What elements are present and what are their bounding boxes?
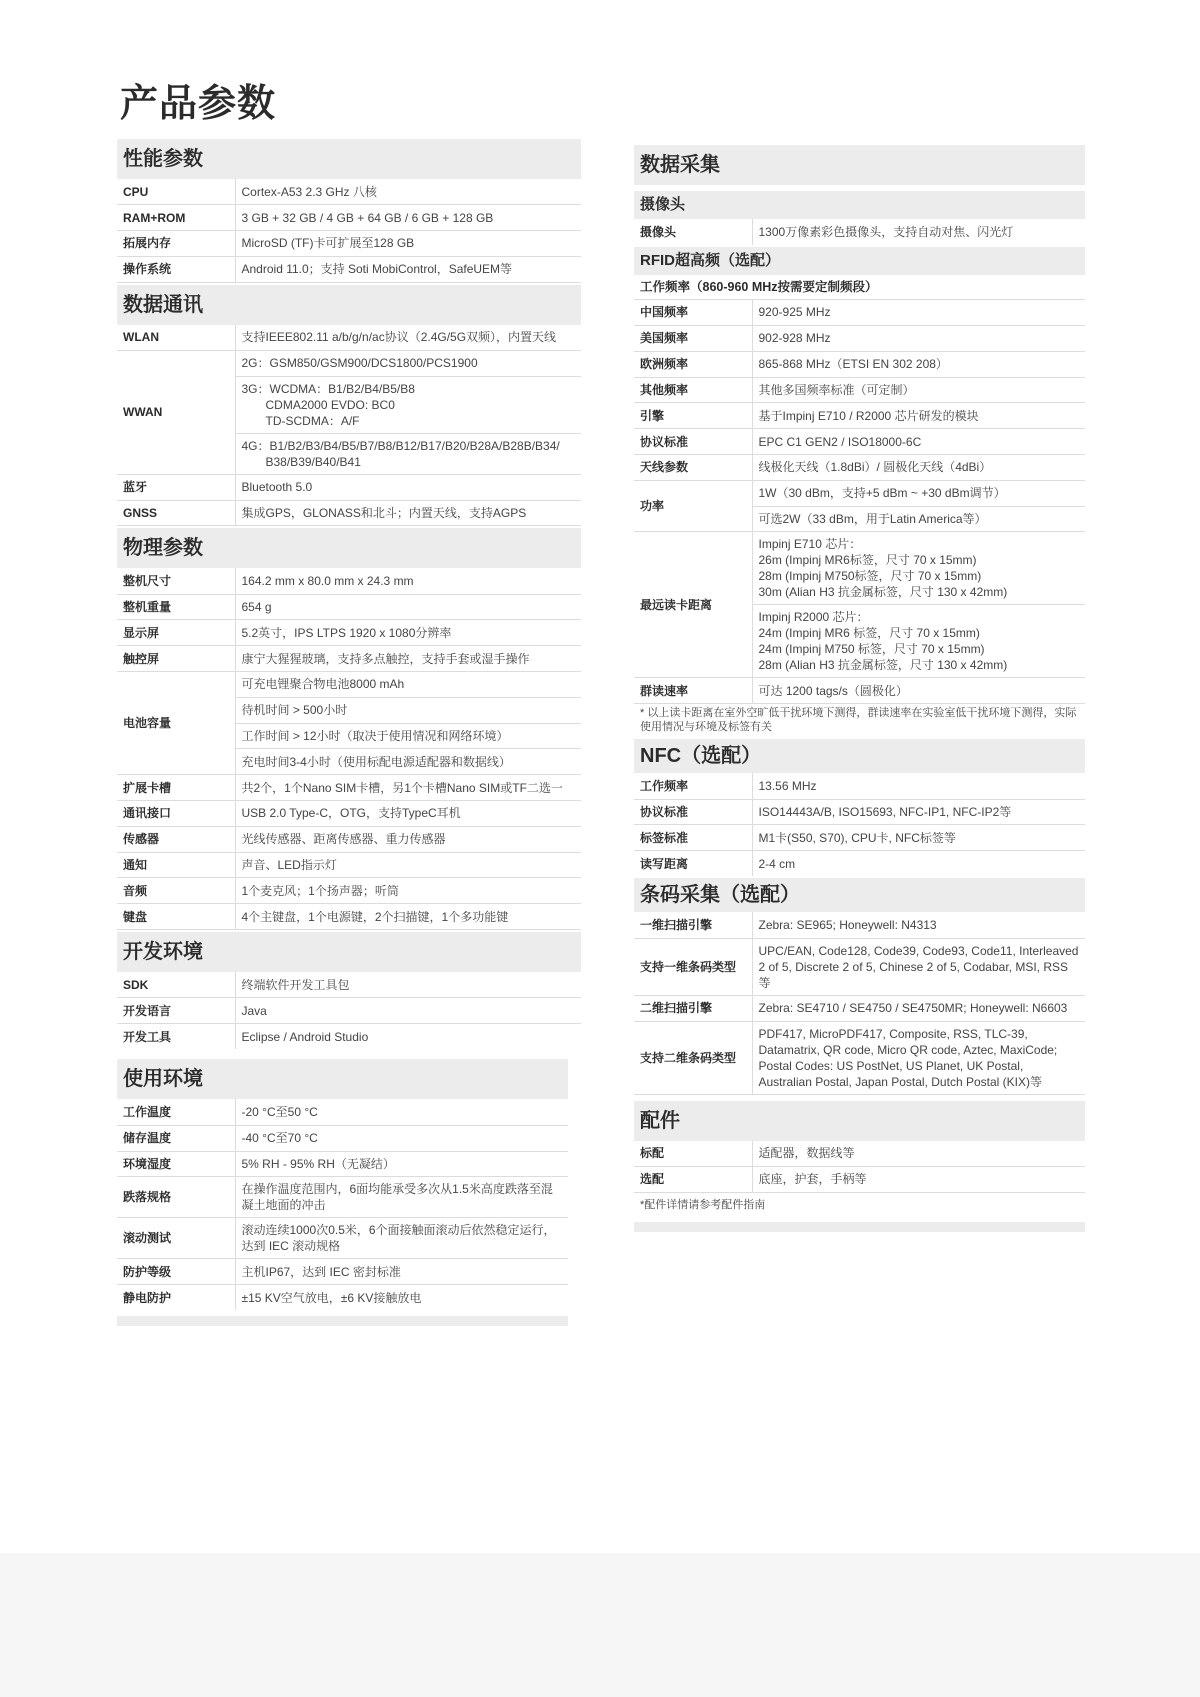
spec-value: UPC/EAN, Code128, Code39, Code93, Code11, Interleaved 2 of 5, Discrete 2 of 5, Chinese 2 of 5, Codabar, MSI, RSS等 xyxy=(752,938,1085,995)
spec-label: 功率 xyxy=(634,480,752,532)
spec-value: 可达 1200 tags/s（圆极化） xyxy=(752,678,1085,704)
table-row xyxy=(117,1259,568,1285)
spec-label: 储存温度 xyxy=(117,1125,235,1151)
table-row xyxy=(117,1024,581,1050)
spec-value: 康宁大猩猩玻璃，支持多点触控，支持手套或湿手操作 xyxy=(235,646,581,672)
spec-label: 其他频率 xyxy=(634,377,752,403)
spec-value: 902-928 MHz xyxy=(752,326,1085,352)
spec-value: Java xyxy=(235,998,581,1024)
spec-value: ±15 KV空气放电，±6 KV接触放电 xyxy=(241,1290,422,1305)
table-row xyxy=(117,998,581,1024)
spec-label: 中国频率 xyxy=(634,300,752,326)
spec-value: M1卡(S50, S70), CPU卡, NFC标签等 xyxy=(752,825,1085,851)
table-row xyxy=(634,825,1085,851)
right-column xyxy=(634,145,1085,1232)
spec-value: Bluetooth 5.0 xyxy=(235,474,581,500)
accessories-footnote: *配件详情请参考配件指南 xyxy=(640,1198,766,1211)
spec-value: Android 11.0；支持 Soti MobiControl，SafeUEM等 xyxy=(235,256,581,282)
spec-value: 5% RH - 95% RH（无凝结） xyxy=(235,1151,568,1177)
table-row xyxy=(634,480,1085,506)
range-line: 26m (Impinj MR6标签，尺寸 70 x 15mm) xyxy=(758,553,977,568)
section-physical-title: 物理参数 xyxy=(117,528,581,568)
spec-value: 支持IEEE802.11 a/b/g/n/ac协议（2.4G/5G双频），内置天线 xyxy=(235,325,581,351)
spec-label: 天线参数 xyxy=(634,455,752,481)
rfid-footnote: * 以上读卡距离在室外空旷低干扰环境下测得，群读速率在实验室低干扰环境下测得，实际使用情况与环境及标签有关 xyxy=(640,707,1077,734)
spec-label: SDK xyxy=(117,972,235,998)
rfid-subheading: RFID超高频（选配） xyxy=(634,247,1085,275)
spec-label: 摄像头 xyxy=(634,219,752,245)
spec-label: 美国频率 xyxy=(634,326,752,352)
spec-label: 通讯接口 xyxy=(117,801,235,827)
spec-value: 2-4 cm xyxy=(758,856,796,871)
spec-value xyxy=(752,605,1085,678)
table-row xyxy=(634,1141,1085,1167)
spec-label: 协议标准 xyxy=(634,799,752,825)
table-row xyxy=(634,851,1085,877)
table-row xyxy=(634,300,1085,326)
rfid-table xyxy=(634,300,1085,704)
barcode-table xyxy=(634,912,1085,1094)
spec-value: 充电时间3-4小时（使用标配电源适配器和数据线） xyxy=(235,749,581,775)
spec-value: ISO14443A/B, ISO15693, NFC-IP1, NFC-IP2等 xyxy=(752,799,1085,825)
section-performance-title: 性能参数 xyxy=(117,139,581,179)
table-row xyxy=(117,256,581,282)
table-row xyxy=(117,878,581,904)
table-row xyxy=(117,904,581,930)
table-row xyxy=(634,678,1085,704)
spec-label: 标配 xyxy=(634,1141,752,1167)
table-row xyxy=(117,231,581,257)
table-row xyxy=(117,672,581,698)
table-row xyxy=(117,826,581,852)
spec-value: Zebra: SE4710 / SE4750 / SE4750MR; Honeywell: N6603 xyxy=(752,995,1085,1021)
table-row xyxy=(117,474,581,500)
spec-label: CPU xyxy=(117,179,235,205)
spec-value: 3 GB + 32 GB / 4 GB + 64 GB / 6 GB + 128 GB xyxy=(235,205,581,231)
wwan-3g-line: 3G：WCDMA：B1/B2/B4/B5/B8 xyxy=(241,381,415,396)
table-row xyxy=(117,801,581,827)
spec-label: 开发工具 xyxy=(117,1024,235,1050)
spec-label: 扩展卡槽 xyxy=(117,775,235,801)
nfc-table xyxy=(634,773,1085,876)
spec-value xyxy=(235,376,581,433)
spec-label: 标签标准 xyxy=(634,825,752,851)
spec-value: 可充电锂聚合物电池8000 mAh xyxy=(235,672,581,698)
spec-value: 在操作温度范围内，6面均能承受多次从1.5米高度跌落至混凝土地面的冲击 xyxy=(235,1177,568,1218)
table-row xyxy=(117,1125,568,1151)
spec-value: 终端软件开发工具包 xyxy=(235,972,581,998)
spec-label: 环境湿度 xyxy=(117,1151,235,1177)
spec-label: 拓展内存 xyxy=(117,231,235,257)
spec-value: 其他多国频率标准（可定制） xyxy=(752,377,1085,403)
table-row xyxy=(117,568,581,594)
table-row xyxy=(634,1021,1085,1094)
spec-value: 920-925 MHz xyxy=(752,300,1085,326)
range-line: Impinj E710 芯片： xyxy=(758,537,862,552)
table-row xyxy=(117,350,581,376)
spec-value: MicroSD (TF)卡可扩展至128 GB xyxy=(235,231,581,257)
spec-label: 蓝牙 xyxy=(117,474,235,500)
range-line: 30m (Alian H3 抗金属标签，尺寸 130 x 42mm) xyxy=(758,585,1008,600)
spec-value xyxy=(235,433,581,474)
spec-value: 654 g xyxy=(235,594,581,620)
spec-value: 光线传感器、距离传感器、重力传感器 xyxy=(235,826,581,852)
spec-value: USB 2.0 Type-C，OTG，支持TypeC耳机 xyxy=(235,801,581,827)
table-row xyxy=(634,799,1085,825)
range-line: 24m (Impinj MR6 标签，尺寸 70 x 15mm) xyxy=(758,626,980,641)
table-row xyxy=(634,403,1085,429)
spec-value: Cortex-A53 2.3 GHz 八核 xyxy=(235,179,581,205)
spec-value: 底座，护套，手柄等 xyxy=(752,1166,1085,1192)
spec-value: 1300万像素彩色摄像头，支持自动对焦、闪光灯 xyxy=(758,224,1014,239)
spec-value: 集成GPS，GLONASS和北斗；内置天线，支持AGPS xyxy=(235,500,581,526)
table-row xyxy=(117,852,581,878)
camera-table xyxy=(634,219,1085,245)
page-title: 产品参数 xyxy=(120,83,277,125)
spec-label: 整机尺寸 xyxy=(117,568,235,594)
spec-label: WWAN xyxy=(117,350,235,474)
spec-label: 键盘 xyxy=(117,904,235,930)
spec-label: 操作系统 xyxy=(117,256,235,282)
spec-value: 主机IP67，达到 IEC 密封标准 xyxy=(235,1259,568,1285)
spec-label: 整机重量 xyxy=(117,594,235,620)
spec-value: 2G：GSM850/GSM900/DCS1800/PCS1900 xyxy=(235,350,581,376)
spec-label: 一维扫描引擎 xyxy=(634,912,752,938)
wwan-3g-line: TD-SCDMA：A/F xyxy=(265,413,360,428)
table-row xyxy=(117,972,581,998)
range-line: 28m (Alian H3 抗金属标签，尺寸 130 x 42mm) xyxy=(758,658,1008,673)
spec-label: 音频 xyxy=(117,878,235,904)
env-table xyxy=(117,1099,568,1310)
range-line: 28m (Impinj M750标签，尺寸 70 x 15mm) xyxy=(758,569,982,584)
table-row xyxy=(117,620,581,646)
spec-value: 共2个，1个Nano SIM卡槽，另1个卡槽Nano SIM或TF二选一 xyxy=(235,775,581,801)
spec-label: 通知 xyxy=(117,852,235,878)
spec-label: 协议标准 xyxy=(634,429,752,455)
range-line: 24m (Impinj M750 标签，尺寸 70 x 15mm) xyxy=(758,642,985,657)
spec-label: 读写距离 xyxy=(634,851,752,877)
spec-value: -40 °C至70 °C xyxy=(235,1125,568,1151)
spec-value: Eclipse / Android Studio xyxy=(241,1029,369,1044)
spec-label: 引擎 xyxy=(634,403,752,429)
spec-label: 欧洲频率 xyxy=(634,351,752,377)
table-row xyxy=(117,1218,568,1259)
spec-value: -20 °C至50 °C xyxy=(235,1099,568,1125)
spec-value: 线极化天线（1.8dBi）/ 圆极化天线（4dBi） xyxy=(752,455,1085,481)
spec-label: 选配 xyxy=(634,1166,752,1192)
table-row xyxy=(634,429,1085,455)
spec-label: RAM+ROM xyxy=(117,205,235,231)
spec-label: 传感器 xyxy=(117,826,235,852)
table-row xyxy=(117,594,581,620)
rfid-frequency-heading: 工作频率（860-960 MHz按需要定制频段） xyxy=(634,275,1085,300)
section-end-bar xyxy=(117,1316,568,1326)
table-row xyxy=(117,1285,568,1311)
table-row xyxy=(117,205,581,231)
spec-value: 5.2英寸，IPS LTPS 1920 x 1080分辨率 xyxy=(235,620,581,646)
comms-table xyxy=(117,325,581,527)
spec-value: 基于Impinj E710 / R2000 芯片研发的模块 xyxy=(752,403,1085,429)
spec-value: 滚动连续1000次0.5米，6个面接触面滚动后依然稳定运行，达到 IEC 滚动规格 xyxy=(235,1218,568,1259)
spec-value: PDF417, MicroPDF417, Composite, RSS, TLC-39, Datamatrix, QR code, Micro QR code, Aztec, MaxiCode; Postal Codes: US PostNet, US Planet, UK Postal, Australian Postal, Japan Postal, Dutch Postal (KIX)等 xyxy=(752,1021,1085,1094)
spec-value: 164.2 mm x 80.0 mm x 24.3 mm xyxy=(235,568,581,594)
table-row xyxy=(117,1177,568,1218)
section-barcode-title: 条码采集（选配） xyxy=(634,878,1085,912)
table-row xyxy=(117,500,581,526)
env-section xyxy=(117,1059,568,1326)
spec-label: 静电防护 xyxy=(117,1285,235,1311)
section-dev-title: 开发环境 xyxy=(117,932,581,972)
spec-value: EPC C1 GEN2 / ISO18000-6C xyxy=(752,429,1085,455)
table-row xyxy=(634,377,1085,403)
performance-table xyxy=(117,179,581,283)
spec-label: 二维扫描引擎 xyxy=(634,995,752,1021)
table-row xyxy=(634,938,1085,995)
spec-label: 防护等级 xyxy=(117,1259,235,1285)
dev-table xyxy=(117,972,581,1049)
section-nfc-title: NFC（选配） xyxy=(634,739,1085,773)
section-accessories-title: 配件 xyxy=(634,1101,1085,1141)
spec-value: 声音、LED指示灯 xyxy=(235,852,581,878)
spec-value: 1个麦克风；1个扬声器；听筒 xyxy=(235,878,581,904)
wwan-4g-line: B38/B39/B40/B41 xyxy=(265,454,361,469)
spec-label: 显示屏 xyxy=(117,620,235,646)
section-comms-title: 数据通讯 xyxy=(117,285,581,325)
table-row xyxy=(634,455,1085,481)
left-column xyxy=(117,139,581,1326)
spec-label: WLAN xyxy=(117,325,235,351)
physical-table xyxy=(117,568,581,930)
page-bottom-band xyxy=(0,1553,1200,1697)
table-row xyxy=(634,326,1085,352)
spec-value xyxy=(752,532,1085,605)
table-row xyxy=(634,1166,1085,1192)
spec-value: 1W（30 dBm，支持+5 dBm ~ +30 dBm调节） xyxy=(752,480,1085,506)
spec-label: 触控屏 xyxy=(117,646,235,672)
table-row xyxy=(117,646,581,672)
spec-value: 4个主键盘，1个电源键，2个扫描键，1个多功能键 xyxy=(235,904,581,930)
spec-value: 适配器，数据线等 xyxy=(752,1141,1085,1167)
table-row xyxy=(634,773,1085,799)
table-row xyxy=(634,532,1085,605)
wwan-4g-line: 4G：B1/B2/B3/B4/B5/B7/B8/B12/B17/B20/B28A/B28B/B34/ xyxy=(241,438,560,453)
camera-subheading: 摄像头 xyxy=(634,191,1085,219)
spec-label: 支持二维条码类型 xyxy=(634,1021,752,1094)
spec-label: 开发语言 xyxy=(117,998,235,1024)
spec-value: 13.56 MHz xyxy=(752,773,1085,799)
spec-label: 最远读卡距离 xyxy=(634,532,752,678)
table-row xyxy=(117,179,581,205)
accessories-table xyxy=(634,1141,1085,1193)
spec-value: 工作时间 > 12小时（取决于使用情况和网络环境） xyxy=(235,723,581,749)
spec-label: 支持一维条码类型 xyxy=(634,938,752,995)
table-row xyxy=(117,1099,568,1125)
table-row xyxy=(634,912,1085,938)
table-row xyxy=(634,219,1085,245)
spec-label: 跌落规格 xyxy=(117,1177,235,1218)
spec-value: Zebra: SE965; Honeywell: N4313 xyxy=(752,912,1085,938)
wwan-3g-line: CDMA2000 EVDO: BC0 xyxy=(265,397,395,412)
spec-value: 可选2W（33 dBm，用于Latin America等） xyxy=(752,506,1085,532)
spec-label: GNSS xyxy=(117,500,235,526)
range-line: Impinj R2000 芯片： xyxy=(758,610,869,625)
spec-label: 滚动测试 xyxy=(117,1218,235,1259)
table-row xyxy=(117,1151,568,1177)
section-end-bar xyxy=(634,1222,1085,1232)
spec-label: 工作温度 xyxy=(117,1099,235,1125)
spec-label: 工作频率 xyxy=(634,773,752,799)
spec-label: 群读速率 xyxy=(634,678,752,704)
table-row xyxy=(634,351,1085,377)
spec-value: 待机时间 > 500小时 xyxy=(235,697,581,723)
table-row xyxy=(634,995,1085,1021)
table-row xyxy=(117,775,581,801)
spec-label: 电池容量 xyxy=(117,672,235,775)
section-capture-title: 数据采集 xyxy=(634,145,1085,185)
spec-value: 865-868 MHz（ETSI EN 302 208） xyxy=(752,351,1085,377)
section-env-title: 使用环境 xyxy=(117,1059,568,1099)
table-row xyxy=(117,325,581,351)
